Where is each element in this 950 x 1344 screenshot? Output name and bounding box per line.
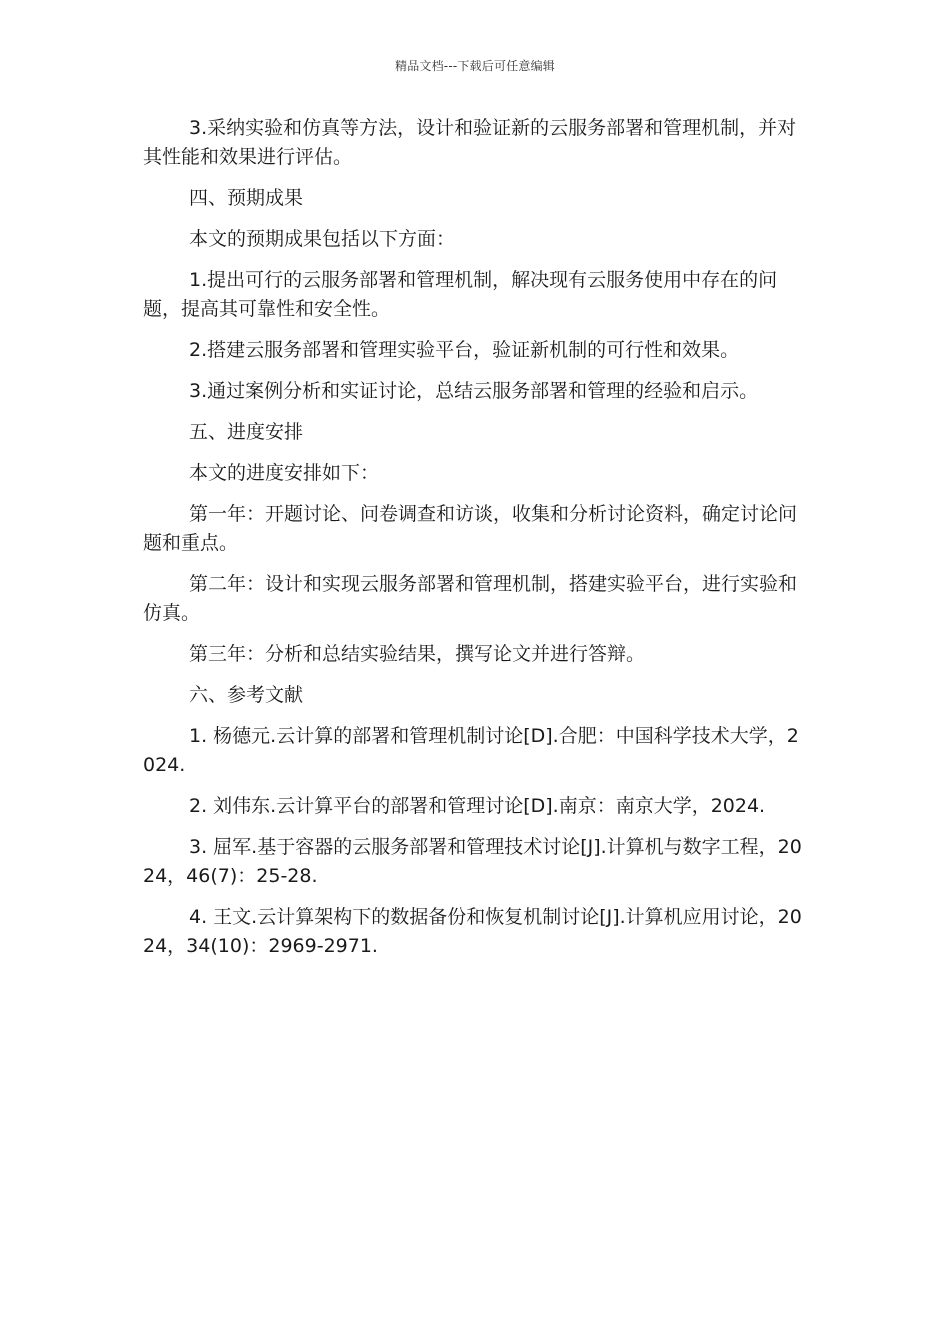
expected-result-item-2: 2.搭建云服务部署和管理实验平台，验证新机制的可行性和效果。 bbox=[189, 339, 740, 361]
document-body bbox=[143, 114, 808, 973]
expected-results-intro: 本文的预期成果包括以下方面： bbox=[189, 228, 456, 250]
reference-item-1: 1. 杨德元.云计算的部署和管理机制讨论[D].合肥：中国科学技术大学，2024. bbox=[143, 725, 799, 776]
reference-item-4: 4. 王文.云计算架构下的数据备份和恢复机制讨论[J].计算机应用讨论，2024，34(10)：2969-2971. bbox=[143, 906, 802, 957]
expected-result-item-1: 1.提出可行的云服务部署和管理机制，解决现有云服务使用中存在的问题，提高其可靠性和安全性。 bbox=[143, 269, 778, 320]
page-header: 精品文档---下载后可任意编辑 bbox=[395, 59, 555, 73]
reference-item-3: 3. 屈军.基于容器的云服务部署和管理技术讨论[J].计算机与数字工程，2024，46(7)：25-28. bbox=[143, 836, 802, 887]
schedule-intro: 本文的进度安排如下： bbox=[189, 462, 380, 484]
section-heading-schedule: 五、进度安排 bbox=[189, 421, 304, 443]
reference-item-2: 2. 刘伟东.云计算平台的部署和管理讨论[D].南京：南京大学，2024. bbox=[189, 795, 766, 817]
section-heading-references: 六、参考文献 bbox=[189, 684, 304, 706]
schedule-year-1: 第一年：开题讨论、问卷调查和访谈，收集和分析讨论资料，确定讨论问题和重点。 bbox=[143, 503, 798, 554]
schedule-year-2: 第二年：设计和实现云服务部署和管理机制，搭建实验平台，进行实验和仿真。 bbox=[143, 573, 798, 624]
method-item-3: 3.采纳实验和仿真等方法，设计和验证新的云服务部署和管理机制，并对其性能和效果进行评估。 bbox=[143, 117, 797, 168]
section-heading-expected-results: 四、预期成果 bbox=[189, 187, 304, 209]
schedule-year-3: 第三年：分析和总结实验结果，撰写论文并进行答辩。 bbox=[189, 643, 646, 665]
expected-result-item-3: 3.通过案例分析和实证讨论，总结云服务部署和管理的经验和启示。 bbox=[189, 380, 759, 402]
